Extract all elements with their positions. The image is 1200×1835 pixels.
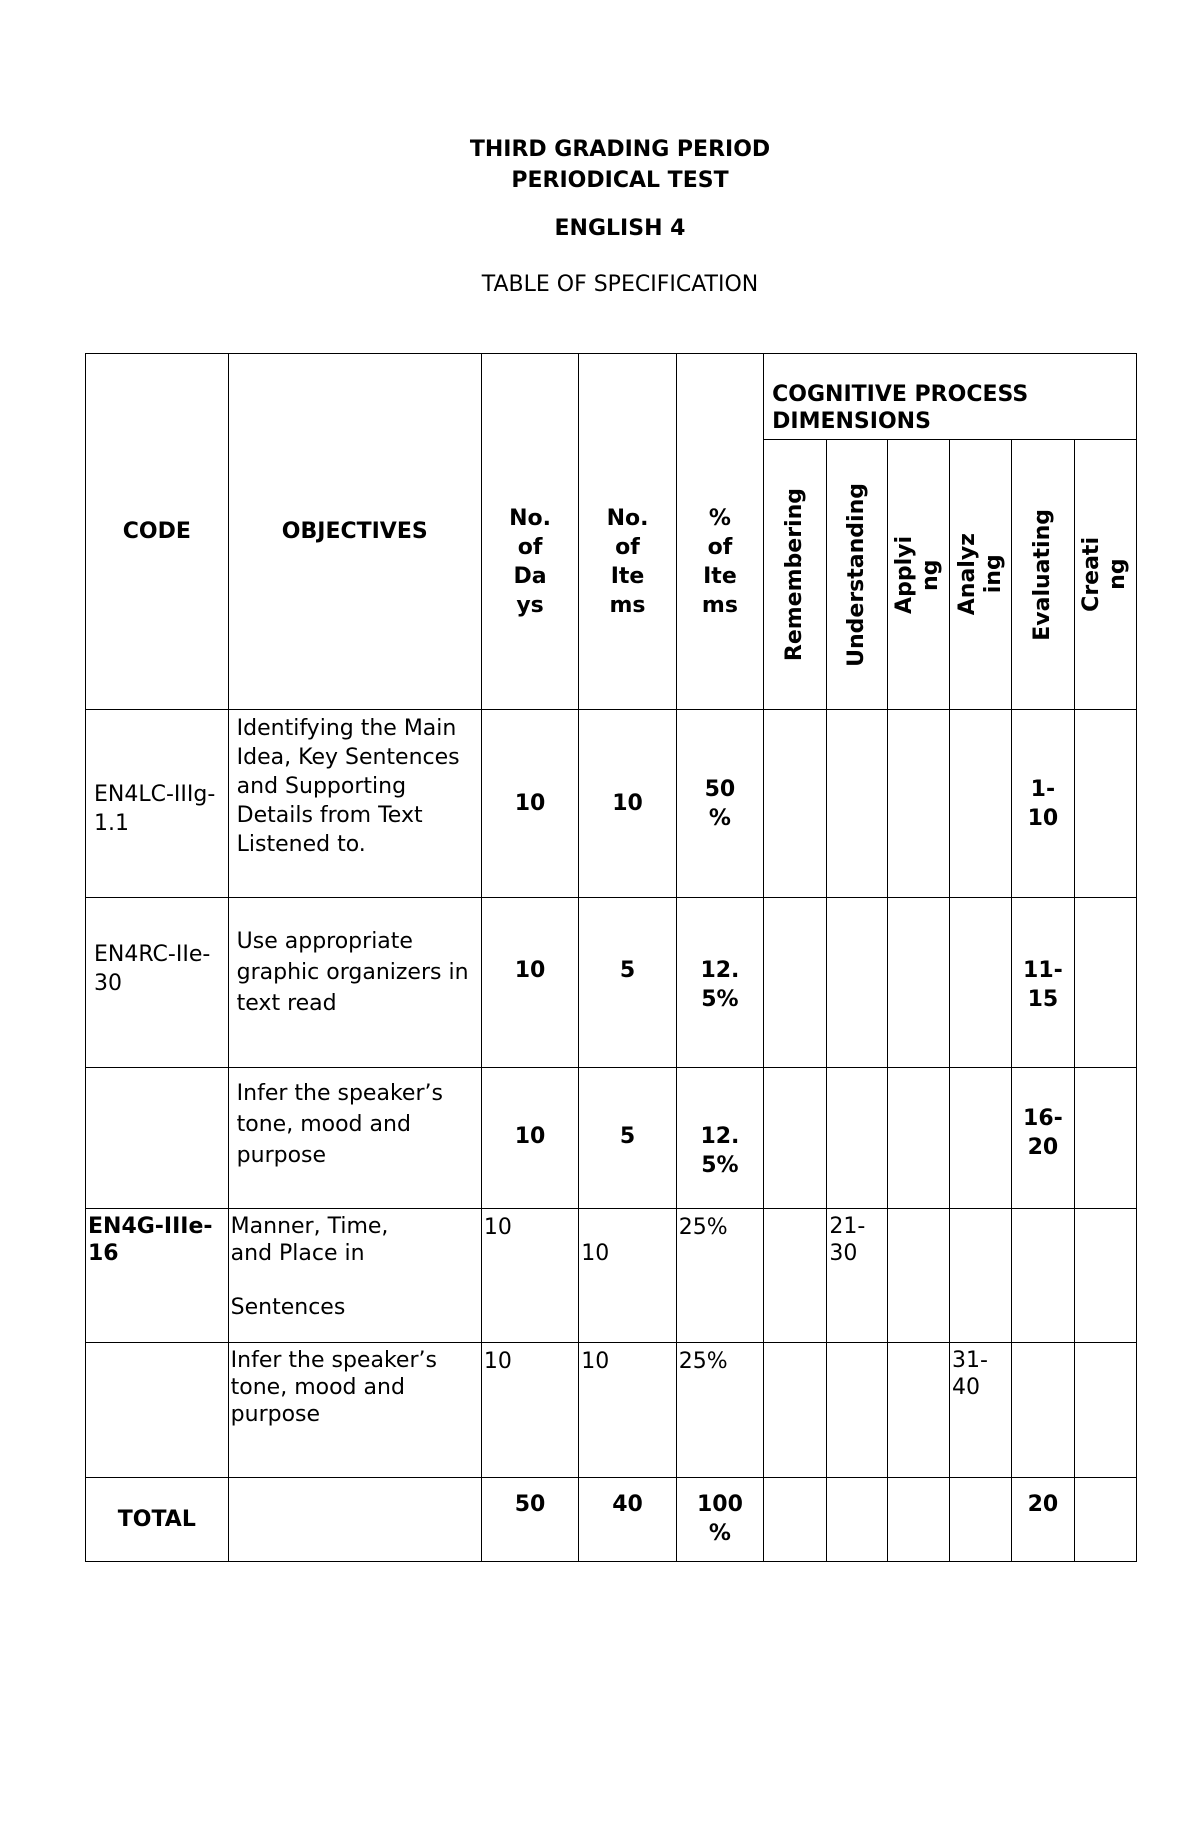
row-code <box>86 1343 229 1478</box>
header-understanding-cell <box>827 440 887 710</box>
row-days: 10 <box>481 1209 578 1343</box>
row-objective: Use appropriate graphic organizers in text read <box>228 898 481 1068</box>
row-objective: Infer the speaker’s tone, mood and purpose <box>228 1343 481 1478</box>
header-creating-cell <box>1074 440 1136 710</box>
header-cognitive: COGNITIVE PROCESS DIMENSIONS <box>764 354 1137 440</box>
row-days: 10 <box>481 1068 578 1209</box>
header-evaluating: Evaluating <box>1029 508 1055 641</box>
row-creating <box>1074 1068 1136 1209</box>
row-remembering <box>764 1068 827 1209</box>
row-code: EN4G-IIIe- 16 <box>86 1209 229 1343</box>
table-row <box>86 898 1137 1068</box>
row-days: 10 <box>481 710 578 898</box>
row-creating <box>1074 1343 1136 1478</box>
header-understanding: Understanding <box>844 482 870 667</box>
row-applying <box>887 898 949 1068</box>
row-code: EN4LC-IIIg- 1.1 <box>86 710 229 898</box>
total-evaluating: 20 <box>1012 1478 1074 1562</box>
row-understanding: 21- 30 <box>827 1209 887 1343</box>
row-code <box>86 1068 229 1209</box>
subject-title: ENGLISH 4 <box>554 216 686 241</box>
row-items: 10 <box>579 710 676 898</box>
row-analyzing <box>949 898 1011 1068</box>
total-creating <box>1074 1478 1136 1562</box>
row-analyzing <box>949 710 1011 898</box>
row-creating <box>1074 898 1136 1068</box>
row-remembering <box>764 1209 827 1343</box>
row-percent: 12. 5% <box>676 1068 763 1209</box>
row-understanding <box>827 1068 887 1209</box>
header-code: CODE <box>86 354 229 710</box>
row-items: 10 <box>579 1209 676 1343</box>
row-evaluating: 1- 10 <box>1012 710 1074 898</box>
row-applying <box>887 1068 949 1209</box>
row-percent: 12. 5% <box>676 898 763 1068</box>
row-understanding <box>827 710 887 898</box>
row-percent: 25% <box>676 1343 763 1478</box>
header-remembering-cell <box>764 440 827 710</box>
row-remembering <box>764 898 827 1068</box>
row-applying <box>887 710 949 898</box>
total-applying <box>887 1478 949 1562</box>
row-objective: Manner, Time, and Place in Sentences <box>228 1209 481 1343</box>
row-percent: 50 % <box>676 710 763 898</box>
row-understanding <box>827 1343 887 1478</box>
document-subtitle: TABLE OF SPECIFICATION <box>481 272 759 297</box>
row-creating <box>1074 710 1136 898</box>
total-items: 40 <box>579 1478 676 1562</box>
row-analyzing <box>949 1209 1011 1343</box>
total-objective <box>228 1478 481 1562</box>
row-items: 5 <box>579 898 676 1068</box>
row-remembering <box>764 710 827 898</box>
row-percent: 25% <box>676 1209 763 1343</box>
header-applying: Applyi ng <box>892 535 944 614</box>
total-days: 50 <box>481 1478 578 1562</box>
row-days: 10 <box>481 898 578 1068</box>
row-items: 10 <box>579 1343 676 1478</box>
header-analyzing: Analyz ing <box>954 533 1006 616</box>
total-understanding <box>827 1478 887 1562</box>
title-line-2: PERIODICAL TEST <box>511 168 729 193</box>
row-evaluating <box>1012 1343 1074 1478</box>
row-evaluating: 11- 15 <box>1012 898 1074 1068</box>
header-applying-cell <box>887 440 949 710</box>
table-row <box>86 1209 1137 1343</box>
total-remembering <box>764 1478 827 1562</box>
row-analyzing <box>949 1068 1011 1209</box>
total-row <box>86 1478 1137 1562</box>
table-row <box>86 710 1137 898</box>
row-evaluating <box>1012 1209 1074 1343</box>
header-row-top <box>86 354 1137 440</box>
row-code: EN4RC-IIe- 30 <box>86 898 229 1068</box>
title-line-1: THIRD GRADING PERIOD <box>469 137 771 162</box>
row-remembering <box>764 1343 827 1478</box>
row-objective: Identifying the Main Idea, Key Sentences and Supporting Details from Text Listened to. <box>228 710 481 898</box>
header-creating: Creati ng <box>1079 537 1131 612</box>
total-percent: 100 % <box>676 1478 763 1562</box>
row-creating <box>1074 1209 1136 1343</box>
header-percent: % of Ite ms <box>676 354 763 710</box>
header-evaluating-cell <box>1012 440 1074 710</box>
header-items: No. of Ite ms <box>579 354 676 710</box>
table-row <box>86 1068 1137 1209</box>
specification-table <box>85 353 1137 1562</box>
header-remembering: Remembering <box>782 487 808 662</box>
header-objectives: OBJECTIVES <box>228 354 481 710</box>
row-applying <box>887 1209 949 1343</box>
total-analyzing <box>949 1478 1011 1562</box>
row-analyzing: 31- 40 <box>949 1343 1011 1478</box>
table-row <box>86 1343 1137 1478</box>
row-items: 5 <box>579 1068 676 1209</box>
row-applying <box>887 1343 949 1478</box>
row-objective: Infer the speaker’s tone, mood and purpose <box>228 1068 481 1209</box>
row-evaluating: 16- 20 <box>1012 1068 1074 1209</box>
row-understanding <box>827 898 887 1068</box>
header-days: No. of Da ys <box>481 354 578 710</box>
row-days: 10 <box>481 1343 578 1478</box>
header-analyzing-cell <box>949 440 1011 710</box>
total-label: TOTAL <box>86 1478 229 1562</box>
